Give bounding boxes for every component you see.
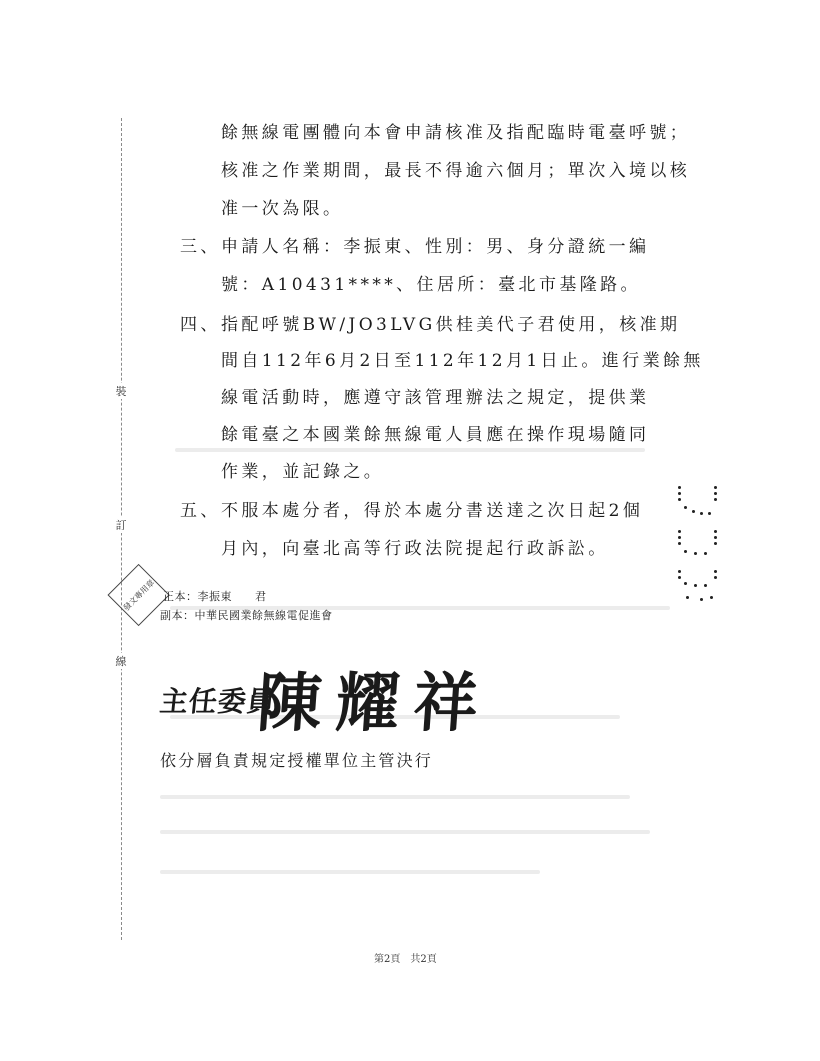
show-through-mark (160, 795, 630, 799)
body-line: 號：A10431****、住居所：臺北市基隆路。 (221, 275, 641, 295)
delegation-statement: 依分層負責規定授權單位主管決行 (160, 751, 434, 770)
item-number-five: 五、 (180, 501, 221, 521)
body-line: 指配呼號BW/JO3LVG供桂美代子君使用，核准期 (221, 315, 681, 335)
show-through-mark (160, 830, 650, 834)
show-through-mark (160, 870, 540, 874)
page-number: 第2頁 共2頁 (374, 954, 437, 965)
binding-mark-ding: 訂 (112, 517, 130, 533)
body-line: 申請人名稱：李振東、性別：男、身分證統一編 (221, 237, 650, 257)
recipient-copy: 副本：中華民國業餘無線電促進會 (160, 609, 333, 622)
body-line: 間自112年6月2日至112年12月1日止。進行業餘無 (221, 351, 704, 371)
item-number-three: 三、 (180, 237, 221, 257)
body-line: 不服本處分者，得於本處分書送達之次日起2個 (221, 501, 644, 521)
body-line: 餘電臺之本國業餘無線電人員應在操作現場隨同 (221, 425, 650, 445)
signature-title: 主任委員 (158, 685, 278, 718)
signature-name: 陳耀祥 (254, 666, 495, 741)
body-line: 線電活動時，應遵守該管理辦法之規定，提供業 (221, 388, 650, 408)
show-through-mark (175, 448, 645, 452)
stamp-text: 發文專用章 (107, 564, 169, 626)
binding-mark-zhuang: 裝 (112, 383, 130, 399)
body-line: 准一次為限。 (221, 199, 344, 219)
body-line: 作業，並記錄之。 (221, 462, 385, 482)
recipient-main: 正本：李振東 君 (163, 590, 267, 603)
body-line: 月內，向臺北高等行政法院提起行政訴訟。 (221, 539, 609, 559)
body-line: 核准之作業期間，最長不得逾六個月；單次入境以核 (221, 161, 691, 181)
punch-holes (672, 478, 732, 608)
body-line: 餘無線電團體向本會申請核准及指配臨時電臺呼號； (221, 123, 691, 143)
binding-mark-xian: 線 (112, 653, 130, 669)
item-number-four: 四、 (180, 315, 221, 335)
